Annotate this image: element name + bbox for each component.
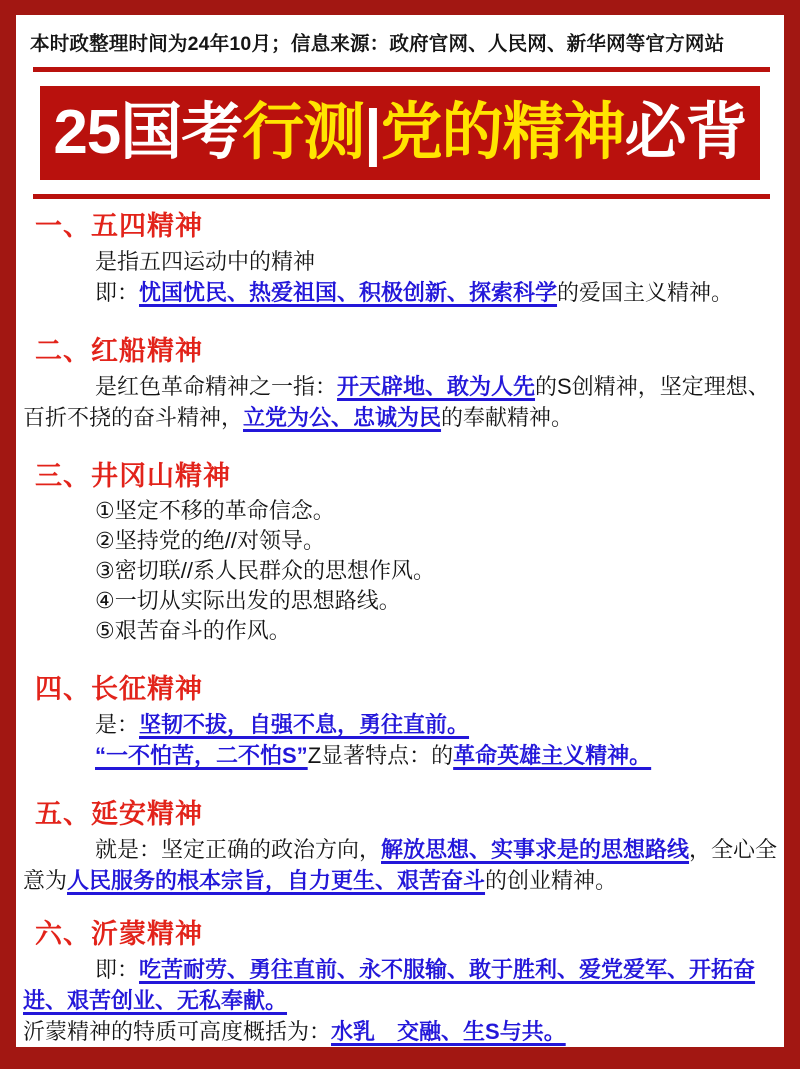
text-line xyxy=(23,402,778,433)
highlighted-phrase: “一不怕苦，二不怕S” xyxy=(95,743,308,768)
text-run: ⑤艰苦奋斗的作风。 xyxy=(95,618,291,643)
highlighted-phrase: 革命英雄主义精神。 xyxy=(453,743,652,768)
text-run: ①坚定不移的革命信念。 xyxy=(95,498,335,523)
text-run: 的S创精神，坚定理想、 xyxy=(535,374,770,399)
text-run: ④一切从实际出发的思想路线。 xyxy=(95,588,401,613)
text-line xyxy=(23,586,778,616)
highlighted-phrase: 吃苦耐劳、勇往直前、永不服输、敢于胜利、爱党爱军、开拓奋 xyxy=(139,957,756,982)
highlighted-phrase: 忧国忧民、热爱祖国、积极创新、探索科学 xyxy=(139,280,558,305)
divider-bottom xyxy=(33,194,770,199)
text-run: 沂蒙精神的特质可高度概括为： xyxy=(23,1019,332,1044)
section-heading: 三、井冈山精神 xyxy=(35,461,231,491)
text-line xyxy=(23,985,778,1016)
section xyxy=(16,918,784,1047)
text-line xyxy=(23,616,778,646)
divider-top xyxy=(33,67,770,72)
text-run: 是： xyxy=(95,712,140,737)
text-run: 就是：坚定正确的政治方向， xyxy=(95,837,382,862)
section-heading: 二、红船精神 xyxy=(35,336,203,366)
text-run: 意为 xyxy=(23,868,68,893)
title-banner xyxy=(40,86,760,180)
content-area xyxy=(16,15,784,1047)
section xyxy=(16,798,784,896)
highlighted-phrase: 开天辟地、敢为人先 xyxy=(337,374,536,399)
text-line xyxy=(23,246,778,277)
text-run: ，全心全 xyxy=(689,837,778,862)
text-line xyxy=(23,740,778,771)
section xyxy=(16,335,784,433)
text-line xyxy=(23,954,778,985)
section xyxy=(16,210,784,308)
text-run: ②坚持党的绝//对领导。 xyxy=(95,528,325,553)
highlighted-phrase: 水乳 交融、生S与共。 xyxy=(331,1019,566,1044)
text-line xyxy=(23,865,778,896)
highlighted-phrase: 解放思想、实事求是的思想路线 xyxy=(381,837,690,862)
section xyxy=(16,673,784,771)
text-run: 百折不挠的奋斗精神， xyxy=(23,405,244,430)
text-line xyxy=(23,526,778,556)
text-run: Z显著特点：的 xyxy=(307,743,454,768)
text-run: 的创业精神。 xyxy=(485,868,618,893)
highlighted-phrase: 进、艰苦创业、无私奉献。 xyxy=(23,988,288,1013)
banner-segment: 25国考 xyxy=(53,98,243,167)
sections-list xyxy=(16,210,784,1047)
text-line xyxy=(23,556,778,586)
text-run: 即： xyxy=(95,280,140,305)
text-run: 是指五四运动中的精神 xyxy=(95,249,316,274)
section-heading: 一、五四精神 xyxy=(35,211,203,241)
highlighted-phrase: 人民服务的根本宗旨，自力更生、艰苦奋斗 xyxy=(67,868,486,893)
header-note: 本时政整理时间为24年10月；信息来源：政府官网、人民网、新华网等官方网站 xyxy=(30,33,725,55)
text-line xyxy=(23,277,778,308)
section-heading: 六、沂蒙精神 xyxy=(35,919,203,949)
banner-segment: | xyxy=(364,98,381,167)
text-line xyxy=(23,709,778,740)
text-run: 即： xyxy=(95,957,140,982)
banner-segment: 党的精神 xyxy=(380,98,625,167)
highlighted-phrase: 坚韧不拔，自强不息，勇往直前。 xyxy=(139,712,470,737)
highlighted-phrase: 立党为公、忠诚为民 xyxy=(243,405,442,430)
text-run: 是红色革命精神之一指： xyxy=(95,374,338,399)
section-heading: 五、延安精神 xyxy=(35,799,203,829)
text-run: 的奉献精神。 xyxy=(441,405,574,430)
banner-segment: 必背 xyxy=(624,98,747,167)
text-run: 的爱国主义精神。 xyxy=(557,280,734,305)
section-heading: 四、长征精神 xyxy=(35,674,203,704)
text-line xyxy=(23,1016,778,1047)
text-line xyxy=(23,496,778,526)
text-run: ③密切联//系人民群众的思想作风。 xyxy=(95,558,435,583)
section xyxy=(16,460,784,646)
text-line xyxy=(23,371,778,402)
banner-segment: 行测 xyxy=(242,98,365,167)
text-line xyxy=(23,834,778,865)
